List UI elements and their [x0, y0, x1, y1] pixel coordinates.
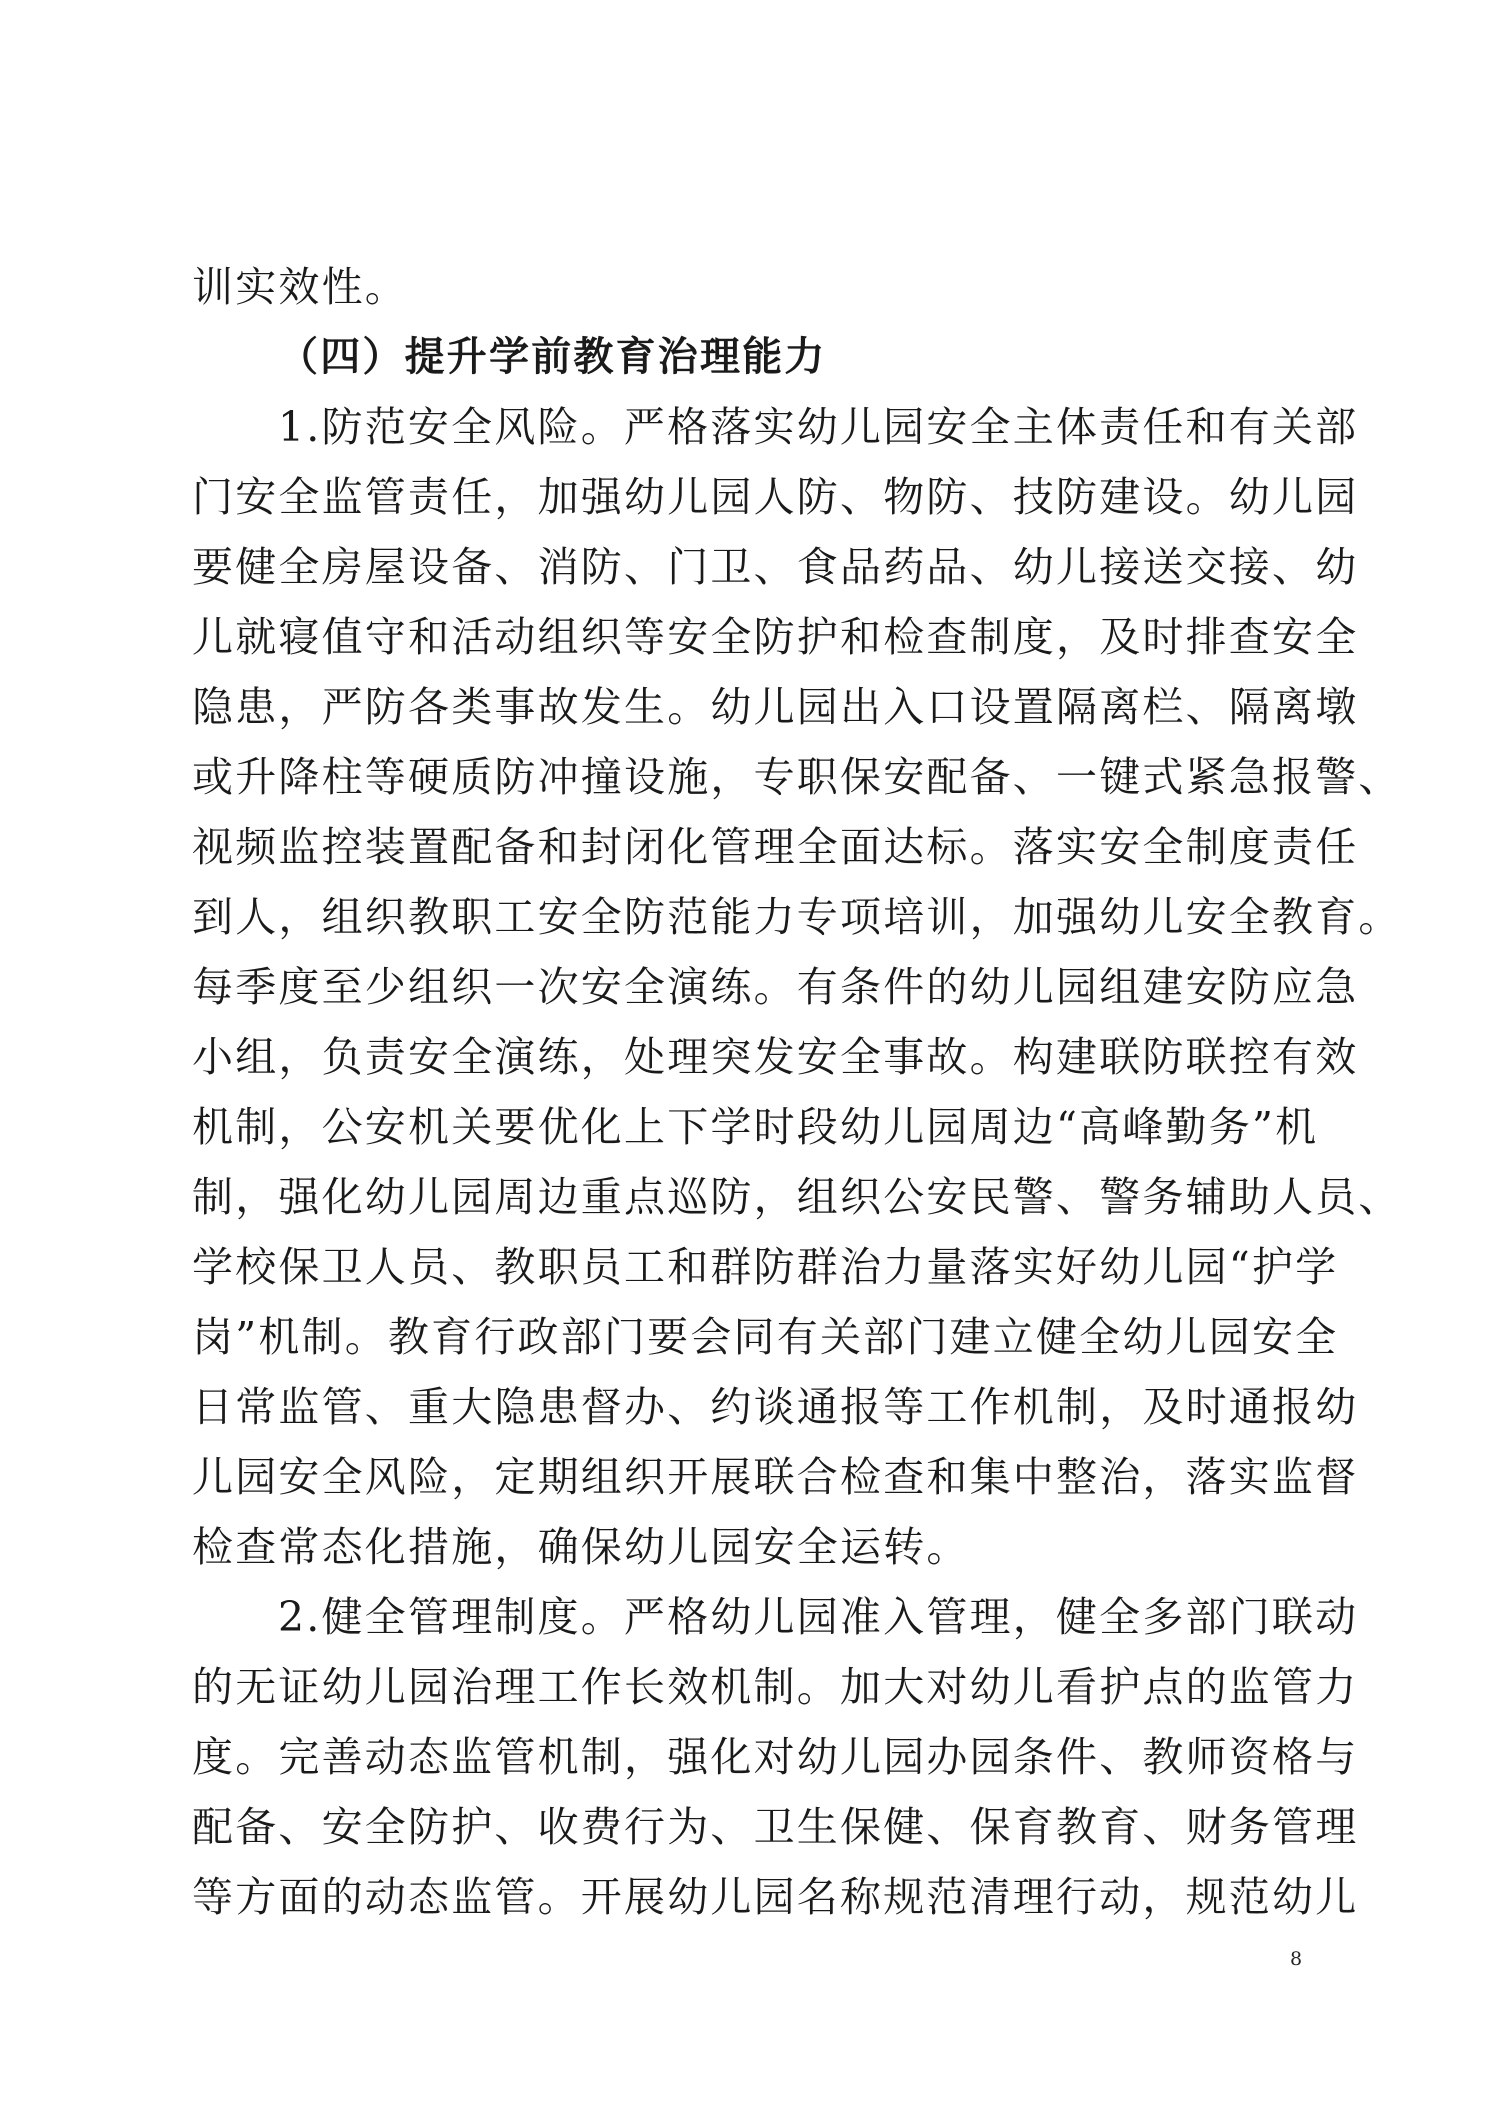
text-line: 到人，组织教职工安全防范能力专项培训，加强幼儿安全教育。	[192, 893, 1402, 941]
text-line: 岗”机制。教育行政部门要会同有关部门建立健全幼儿园安全	[192, 1313, 1339, 1361]
text-line: 日常监管、重大隐患督办、约谈通报等工作机制，及时通报幼	[192, 1383, 1359, 1431]
section-heading: （四）提升学前教育治理能力	[278, 334, 827, 380]
text-line: 隐患，严防各类事故发生。幼儿园出入口设置隔离栏、隔离墩	[192, 683, 1359, 731]
text-line: 要健全房屋设备、消防、门卫、食品药品、幼儿接送交接、幼	[192, 543, 1359, 591]
text-line: 训实效性。	[192, 263, 408, 311]
text-line: 的无证幼儿园治理工作长效机制。加大对幼儿看护点的监管力	[192, 1663, 1359, 1711]
text-line: 门安全监管责任，加强幼儿园人防、物防、技防建设。幼儿园	[192, 473, 1359, 521]
text-line: 检查常态化措施，确保幼儿园安全运转。	[192, 1523, 970, 1571]
paragraph-first-line: 2.健全管理制度。严格幼儿园准入管理，健全多部门联动	[278, 1593, 1359, 1641]
text-line: 视频监控装置配备和封闭化管理全面达标。落实安全制度责任	[192, 823, 1359, 871]
text-line: 小组，负责安全演练，处理突发安全事故。构建联防联控有效	[192, 1033, 1359, 1081]
text-line: 配备、安全防护、收费行为、卫生保健、保育教育、财务管理	[192, 1803, 1359, 1851]
text-line: 制，强化幼儿园周边重点巡防，组织公安民警、警务辅助人员、	[192, 1173, 1402, 1221]
text-line: 儿园安全风险，定期组织开展联合检查和集中整治，落实监督	[192, 1453, 1359, 1501]
text-line: 等方面的动态监管。开展幼儿园名称规范清理行动，规范幼儿	[192, 1873, 1359, 1921]
text-line: 机制，公安机关要优化上下学时段幼儿园周边“高峰勤务”机	[192, 1103, 1319, 1151]
page-number: 8	[1290, 1948, 1303, 1970]
text-line: 儿就寝值守和活动组织等安全防护和检查制度，及时排查安全	[192, 613, 1359, 661]
text-line: 每季度至少组织一次安全演练。有条件的幼儿园组建安防应急	[192, 963, 1359, 1011]
paragraph-first-line: 1.防范安全风险。严格落实幼儿园安全主体责任和有关部	[278, 403, 1359, 451]
text-line: 或升降柱等硬质防冲撞设施，专职保安配备、一键式紧急报警、	[192, 753, 1402, 801]
text-line: 度。完善动态监管机制，强化对幼儿园办园条件、教师资格与	[192, 1733, 1359, 1781]
text-line: 学校保卫人员、教职员工和群防群治力量落实好幼儿园“护学	[192, 1243, 1339, 1291]
